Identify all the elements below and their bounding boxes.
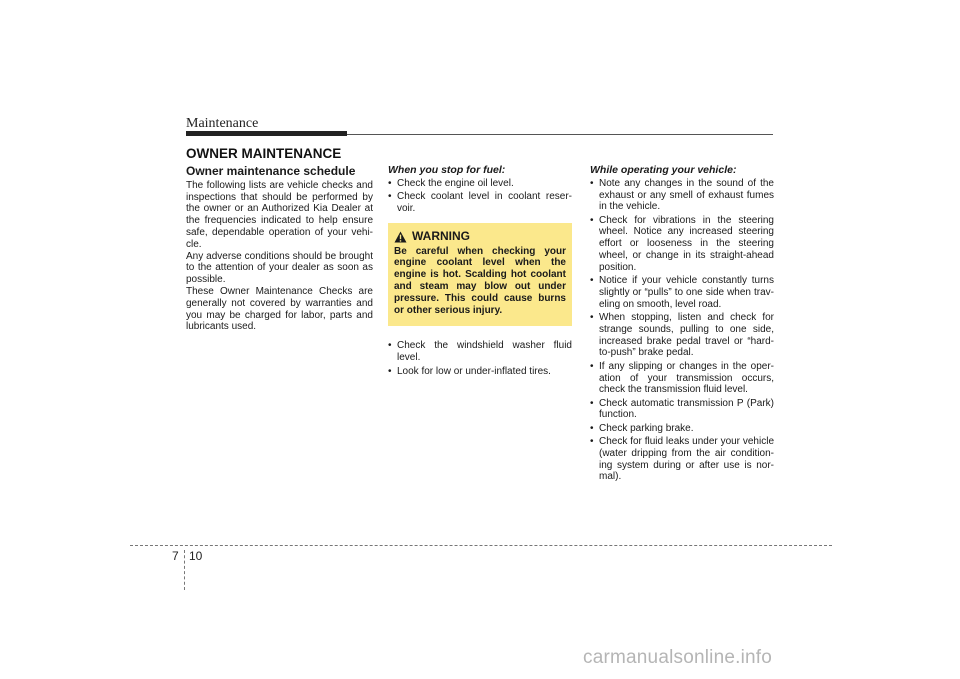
footer-divider <box>130 545 832 546</box>
list-item: • Check automatic transmission P (Park) function. <box>590 398 774 422</box>
section-label: Maintenance <box>186 116 259 131</box>
column-2 <box>388 165 572 379</box>
header-rule-bar <box>186 131 347 136</box>
fuel-checklist <box>388 178 572 215</box>
paragraph: These Owner Maintenance Checks are generally not covered by warranties and you may be charged for labor, parts and lubricants used. <box>186 285 373 333</box>
list-item: • Check coolant level in coolant reser-voir. <box>388 191 572 215</box>
fuel-heading: When you stop for fuel: <box>388 164 506 176</box>
main-heading: OWNER MAINTENANCE <box>186 146 342 161</box>
watermark: carmanualsonline.info <box>583 647 773 668</box>
list-item: • Note any changes in the sound of the exhaust or any smell of exhaust fumes in the vehicle. <box>590 178 774 213</box>
list-item: • If any slipping or changes in the oper-ation of your transmission occurs, check the transmission fluid level. <box>590 361 774 396</box>
column-1 <box>186 165 373 333</box>
warning-box <box>388 223 572 327</box>
warning-title <box>394 228 566 243</box>
warning-label: WARNING <box>412 228 470 243</box>
list-item: • Check the windshield washer fluid level. <box>388 340 572 364</box>
paragraph: Any adverse conditions should be brought to the attention of your dealer as soon as possible. <box>186 250 373 286</box>
list-item: • Check parking brake. <box>590 423 774 435</box>
page-number: 10 <box>189 549 203 563</box>
footer-vertical-divider <box>184 550 185 590</box>
list-item: • Check for fluid leaks under your vehicle (water dripping from the air condition-ing system during or after use is nor-mal). <box>590 436 774 483</box>
list-item: • Check the engine oil level. <box>388 178 572 190</box>
fuel-checklist-continued <box>388 340 572 377</box>
list-item: • When stopping, listen and check for strange sounds, pulling to one side, increased brake pedal travel or “hard-to-push” brake pedal. <box>590 312 774 359</box>
list-item: • Notice if your vehicle constantly turns slightly or “pulls” to one side when trav-eling on smooth, level road. <box>590 275 774 310</box>
operating-checklist <box>590 178 774 483</box>
paragraph: The following lists are vehicle checks and inspections that should be performed by the owner or an Authorized Kia Dealer at the frequencies indicated to help ensure safe, dependable operation of your vehi-cle. <box>186 179 373 250</box>
schedule-heading: Owner maintenance schedule <box>186 164 356 178</box>
column-3 <box>590 165 774 485</box>
list-item: • Look for low or under-inflated tires. <box>388 366 572 378</box>
warning-triangle-icon <box>394 231 407 243</box>
list-item: • Check for vibrations in the steering wheel. Notice any increased steering effort or looseness in the steering wheel, or change in its straight-ahead position. <box>590 215 774 274</box>
operating-heading: While operating your vehicle: <box>590 164 737 176</box>
chapter-number: 7 <box>172 549 179 563</box>
warning-text: Be careful when checking your engine coolant level when the engine is hot. Scalding hot coolant and steam may blow out under pressure. This could cause burns or other serious injury. <box>394 245 566 316</box>
